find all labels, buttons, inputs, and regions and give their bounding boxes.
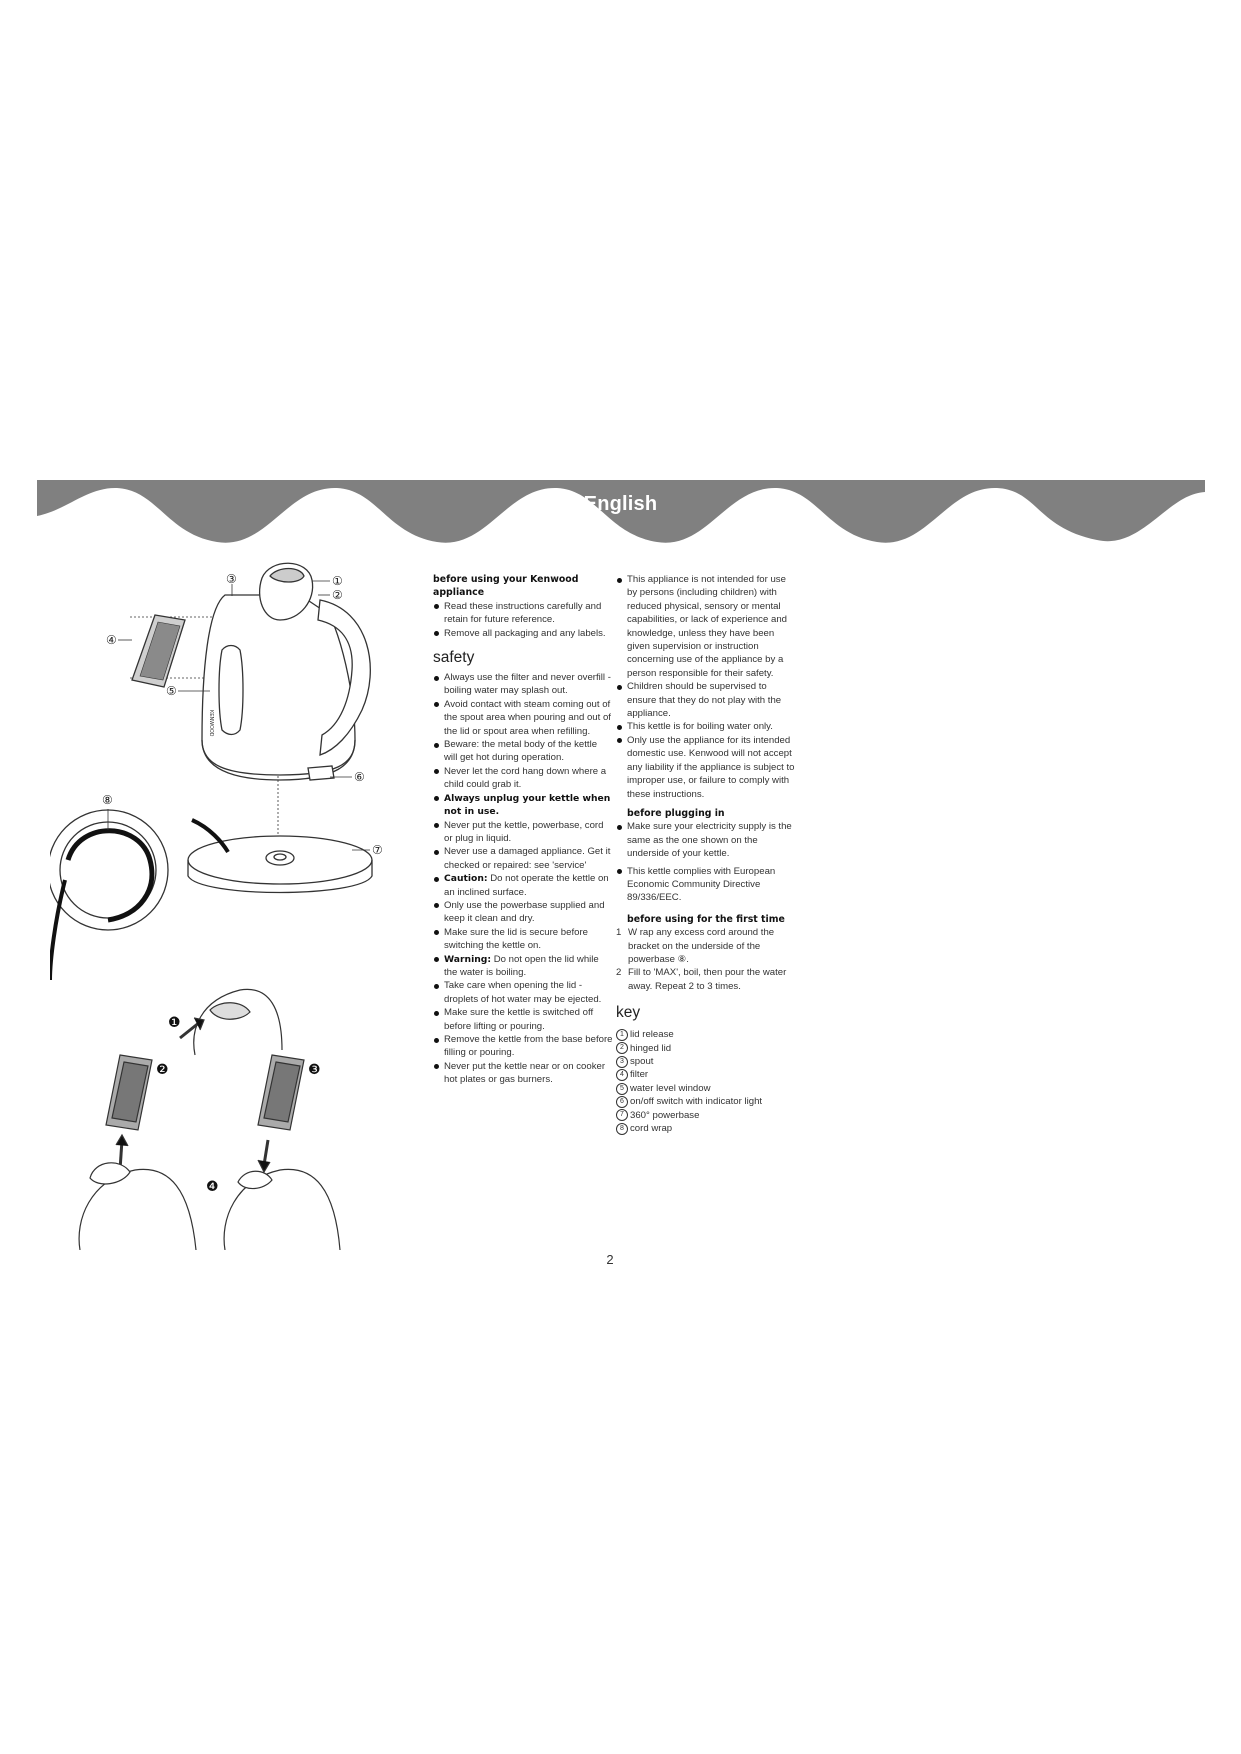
list-item: Take care when opening the lid - droplets of hot water may be ejected.	[433, 979, 613, 1006]
list-item: Avoid contact with steam coming out of the spout area when pouring and out of the lid or spout area when refilling.	[433, 698, 613, 738]
list-item: This kettle is for boiling water only.	[616, 720, 796, 733]
callout-7: ⑦	[372, 843, 383, 857]
key-item: 5 water level window	[616, 1082, 796, 1095]
step2-marker: ❷	[156, 1062, 169, 1078]
key-item: 3 spout	[616, 1055, 796, 1068]
safety-continued-list	[616, 573, 796, 801]
list-item: Only use the powerbase supplied and keep it clean and dry.	[433, 899, 613, 926]
list-item: Remove all packaging and any labels.	[433, 627, 613, 640]
list-item: Remove the kettle from the base before filling or pouring.	[433, 1033, 613, 1060]
callout-8: ⑧	[102, 793, 113, 807]
safety-heading: safety	[433, 649, 475, 667]
key-item: 8 cord wrap	[616, 1122, 796, 1135]
list-item: 1 W rap any excess cord around the bracket on the underside of the powerbase ⑧.	[616, 927, 775, 965]
list-item: Only use the appliance for its intended domestic use. Kenwood will not accept any liability if the appliance is subject to improper use, or failure to comply with these instructions.	[616, 734, 796, 801]
banner-title: English	[583, 493, 658, 515]
list-item: Warning: Do not open the lid while the water is boiling.	[433, 953, 613, 980]
list-item: Never let the cord hang down where a child could grab it.	[433, 765, 613, 792]
callout-4: ④	[106, 633, 117, 647]
list-item: Never put the kettle, powerbase, cord or plug in liquid.	[433, 819, 613, 846]
first-time-steps	[616, 926, 796, 993]
step1-marker: ❶	[168, 1015, 181, 1031]
list-item: Read these instructions carefully and retain for future reference.	[433, 600, 613, 627]
callout-6: ⑥	[354, 770, 365, 784]
callout-1: ①	[332, 574, 343, 588]
key-heading: key	[616, 1004, 641, 1022]
list-item: This kettle complies with European Economic Community Directive 89/336/EEC.	[616, 865, 796, 905]
kettle-brand-text: KENWOOD	[208, 710, 214, 737]
intro-list	[433, 600, 613, 640]
step1-kettle-sketch	[194, 989, 282, 1055]
page-number: 2	[606, 1252, 614, 1267]
plugging-list	[616, 820, 796, 904]
list-item: This appliance is not intended for use by persons (including children) with reduced physical, sensory or mental capabilities, or lack of experience and knowledge, unless they have been given supervision or instruction concerning use of the appliance by a person responsible for their safety.	[616, 573, 796, 680]
plugging-heading: before plugging in	[627, 807, 725, 819]
left-text-column	[433, 573, 613, 1087]
list-item: Make sure the lid is secure before switching the kettle on.	[433, 926, 613, 953]
list-item: Never use a damaged appliance. Get it checked or repaired: see 'service'	[433, 845, 613, 872]
intro-heading: before using your Kenwood appliance	[433, 574, 579, 599]
on-off-switch	[308, 766, 334, 780]
key-list	[616, 1028, 796, 1135]
right-text-column	[616, 573, 796, 1135]
key-item: 1 lid release	[616, 1028, 796, 1041]
list-item: Never put the kettle near or on cooker hot plates or gas burners.	[433, 1060, 613, 1087]
key-item: 4 filter	[616, 1068, 796, 1081]
step3-marker: ❸	[308, 1062, 321, 1078]
step4-marker: ❹	[206, 1179, 219, 1195]
list-item: Beware: the metal body of the kettle will get hot during operation.	[433, 738, 613, 765]
list-item: Always use the filter and never overfill - boiling water may splash out.	[433, 671, 613, 698]
key-item: 2 hinged lid	[616, 1042, 796, 1055]
list-item: Caution: Do not operate the kettle on an inclined surface.	[433, 872, 613, 899]
key-item: 6 on/off switch with indicator light	[616, 1095, 796, 1108]
safety-list	[433, 671, 613, 1087]
key-item: 7 360° powerbase	[616, 1109, 796, 1122]
list-item: Make sure your electricity supply is the same as the one shown on the underside of your kettle.	[616, 820, 796, 860]
list-item: Children should be supervised to ensure that they do not play with the appliance.	[616, 680, 796, 720]
callout-2: ②	[332, 588, 343, 602]
list-item: 2 Fill to 'MAX', boil, then pour the water away. Repeat 2 to 3 times.	[616, 967, 787, 992]
callout-5: ⑤	[166, 684, 177, 698]
callout-3: ③	[226, 572, 237, 586]
kettle-illustration	[50, 560, 410, 1250]
list-item: Always unplug your kettle when not in use.	[433, 792, 613, 819]
list-item: Make sure the kettle is switched off before lifting or pouring.	[433, 1006, 613, 1033]
first-time-heading: before using for the first time	[627, 913, 785, 925]
